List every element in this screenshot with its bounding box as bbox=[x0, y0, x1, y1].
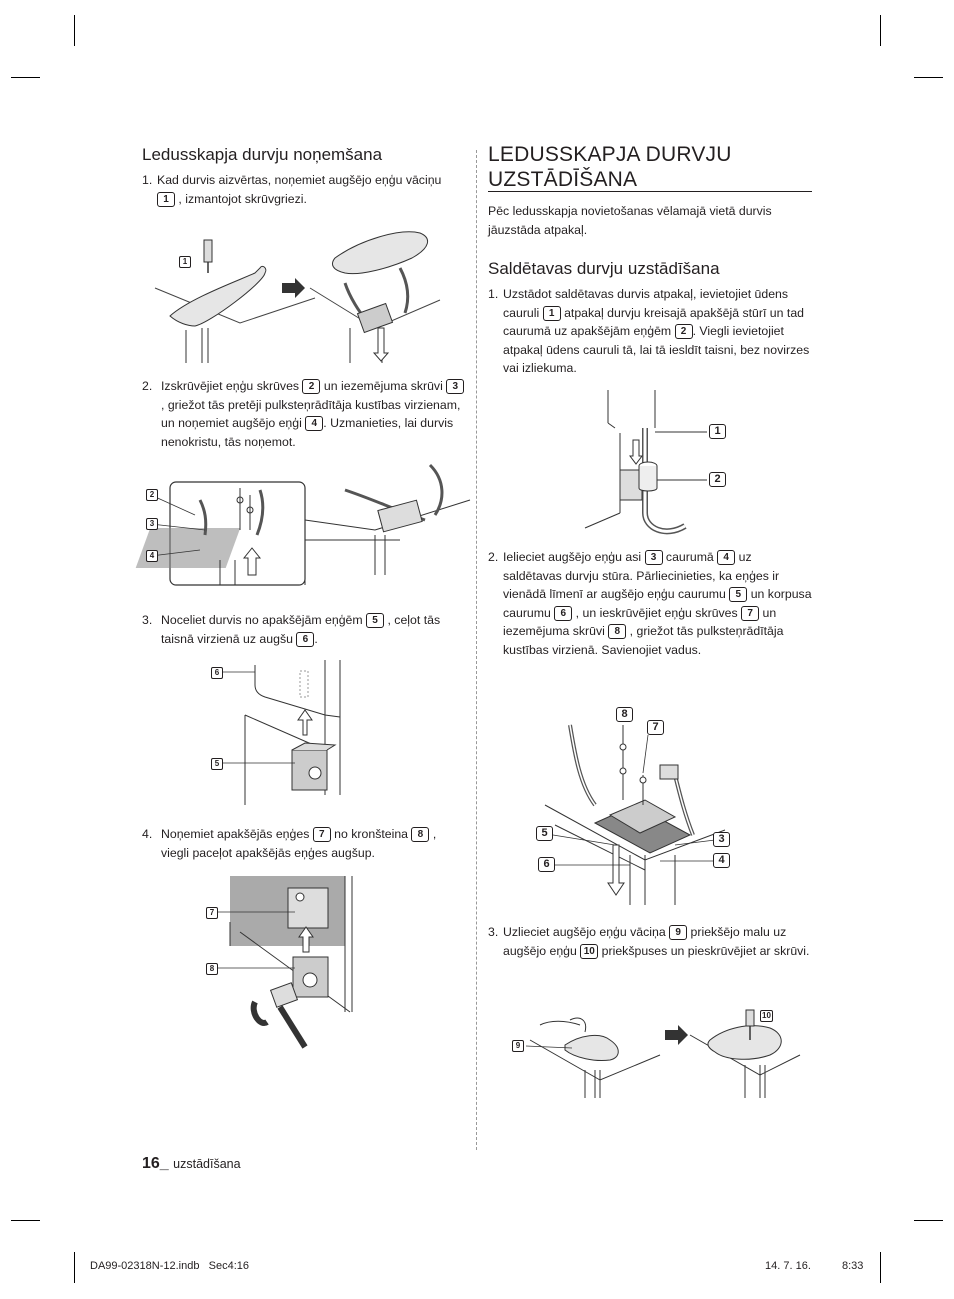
figure-door-lift-off bbox=[210, 655, 360, 805]
upper-hinge-illustration bbox=[145, 460, 470, 590]
step-number: 1. bbox=[488, 287, 499, 301]
callout-number: 3 bbox=[446, 379, 464, 394]
callout-tag: 2 bbox=[709, 472, 726, 487]
hinge-cover-install-illustration bbox=[510, 1010, 800, 1100]
callout-tag: 8 bbox=[206, 963, 218, 975]
callout-tag: 1 bbox=[179, 256, 191, 268]
column-divider bbox=[476, 150, 477, 1150]
intro-paragraph: Pēc ledusskapja novietošanas vēlamajā vietā durvis jāuzstāda atpakaļ. bbox=[488, 204, 772, 237]
step-number: 3. bbox=[488, 925, 499, 939]
callout-number: 5 bbox=[366, 613, 384, 628]
upper-hinge-install-illustration bbox=[535, 705, 735, 905]
callout-tag: 7 bbox=[647, 720, 664, 735]
callout-number: 4 bbox=[717, 550, 735, 565]
subheading-freezer-door: Saldētavas durvju uzstādīšana bbox=[488, 259, 720, 278]
callout-tag: 4 bbox=[713, 853, 730, 868]
callout-tag: 10 bbox=[762, 1011, 771, 1020]
callout-number: 10 bbox=[580, 944, 598, 959]
callout-tag: 3 bbox=[146, 518, 158, 530]
step-number: 3. bbox=[142, 613, 153, 627]
callout-number: 1 bbox=[157, 192, 175, 207]
callout-tag: 9 bbox=[512, 1040, 524, 1052]
callout-number: 1 bbox=[543, 306, 561, 321]
callout-number: 8 bbox=[411, 827, 429, 842]
step-number: 2. bbox=[142, 379, 153, 393]
step-text: Izskrūvējiet eņģu skrūves 2 un iezemējuma skrūvi 3 , griežot tās pretēji pulksteņrādītāja kustības virzienam, un noņemiet augšējo eņģi 4 . Uzmanieties, lai durvis nenokristu, tās noņemot. bbox=[161, 377, 467, 451]
callout-number: 6 bbox=[296, 632, 314, 647]
step-text: Uzlieciet augšējo eņģu vāciņa 9 priekšējo malu uz augšējo eņģu 10 priekšpuses un pieskrūvējiet ar skrūvi. bbox=[503, 925, 810, 958]
page-number: 16_ bbox=[142, 1155, 169, 1172]
callout-number: 6 bbox=[554, 606, 572, 621]
crop-mark bbox=[74, 1252, 75, 1283]
callout-tag: 5 bbox=[211, 758, 223, 770]
step-text: Noceliet durvis no apakšējām eņģēm 5 , ceļot tās taisnā virzienā uz augšu 6 . bbox=[161, 613, 441, 646]
callout-number: 8 bbox=[608, 624, 626, 639]
crop-mark bbox=[914, 1220, 943, 1221]
lower-hinge-illustration bbox=[205, 872, 355, 1052]
callout-tag: 6 bbox=[538, 857, 555, 872]
print-time: 8:33 bbox=[842, 1260, 864, 1272]
title-underline bbox=[488, 191, 812, 192]
step-text: Kad durvis aizvērtas, noņemiet augšējo eņģu vāciņu 1 , izmantojot skrūvgriezi. bbox=[157, 173, 442, 206]
hinge-cover-illustration bbox=[150, 228, 450, 368]
section-name: uzstādīšana bbox=[173, 1157, 241, 1171]
section-heading-removal: Ledusskapja durvju noņemšana bbox=[142, 145, 383, 164]
callout-tag: 5 bbox=[536, 826, 553, 841]
callout-number: 7 bbox=[741, 606, 759, 621]
step-text: Ielieciet augšējo eņģu asi 3 caurumā 4 uz saldētavas durvju stūra. Pārliecinieties, ka eņģes ir vienādā līmenī ar augšējo eņģu caurumu 5 un korpusa caurumu 6 , un ieskrūvējiet eņģu skrūves 7 un iezemējuma skrūvi 8 , griežot tās pulksteņrādītāja kustības virzienā. Savienojiet vadus. bbox=[503, 550, 812, 657]
callout-number: 5 bbox=[729, 587, 747, 602]
print-date: 14. 7. 16. bbox=[765, 1260, 811, 1272]
callout-number: 2 bbox=[675, 324, 693, 339]
callout-tag: 6 bbox=[211, 667, 223, 679]
callout-number: 4 bbox=[305, 416, 323, 431]
page-footer bbox=[142, 1155, 241, 1173]
figure-upper-hinge-install bbox=[535, 705, 735, 905]
callout-tag: 3 bbox=[713, 832, 730, 847]
callout-number: 9 bbox=[669, 925, 687, 940]
callout-number: 3 bbox=[645, 550, 663, 565]
print-file-info: DA99-02318N-12.indb Sec4:16 bbox=[90, 1260, 249, 1272]
water-tube-illustration bbox=[575, 388, 735, 538]
step-text: Uzstādot saldētavas durvis atpakaļ, ievietojiet ūdens cauruli 1 atpakaļ durvju kreisajā apakšējā stūrī un tad caurumā uz apakšējām eņģēm 2 . Viegli ievietojiet atpakaļ ūdens cauruli tā, lai tā iesldīt taisni, bez novirzes vai izliekuma. bbox=[503, 287, 810, 376]
callout-tag: 4 bbox=[146, 550, 158, 562]
callout-tag: 8 bbox=[616, 707, 633, 722]
step-text: Noņemiet apakšējās eņģes 7 no kronšteina 8 , viegli paceļot apakšējās eņģes augšup. bbox=[161, 827, 437, 860]
step-number: 4. bbox=[142, 827, 153, 841]
callout-tag: 1 bbox=[709, 424, 726, 439]
crop-mark bbox=[74, 15, 75, 46]
page-title: LEDUSSKAPJA DURVJU UZSTĀDĪŠANA bbox=[488, 143, 732, 191]
figure-hinge-cover-removal bbox=[150, 228, 450, 368]
callout-number: 2 bbox=[302, 379, 320, 394]
figure-lower-hinge-removal bbox=[205, 872, 355, 1052]
crop-mark bbox=[914, 77, 943, 78]
crop-mark bbox=[11, 1220, 40, 1221]
callout-tag: 7 bbox=[206, 907, 218, 919]
callout-tag: 2 bbox=[146, 489, 158, 501]
callout-number: 7 bbox=[313, 827, 331, 842]
step-number: 2. bbox=[488, 550, 499, 564]
crop-mark bbox=[880, 15, 881, 46]
figure-upper-hinge-removal bbox=[145, 460, 470, 590]
figure-hinge-cover-install bbox=[510, 1010, 800, 1100]
door-lift-illustration bbox=[210, 655, 360, 805]
step-number: 1. bbox=[142, 173, 153, 187]
crop-mark bbox=[880, 1252, 881, 1283]
figure-water-tube bbox=[575, 388, 735, 538]
crop-mark bbox=[11, 77, 40, 78]
